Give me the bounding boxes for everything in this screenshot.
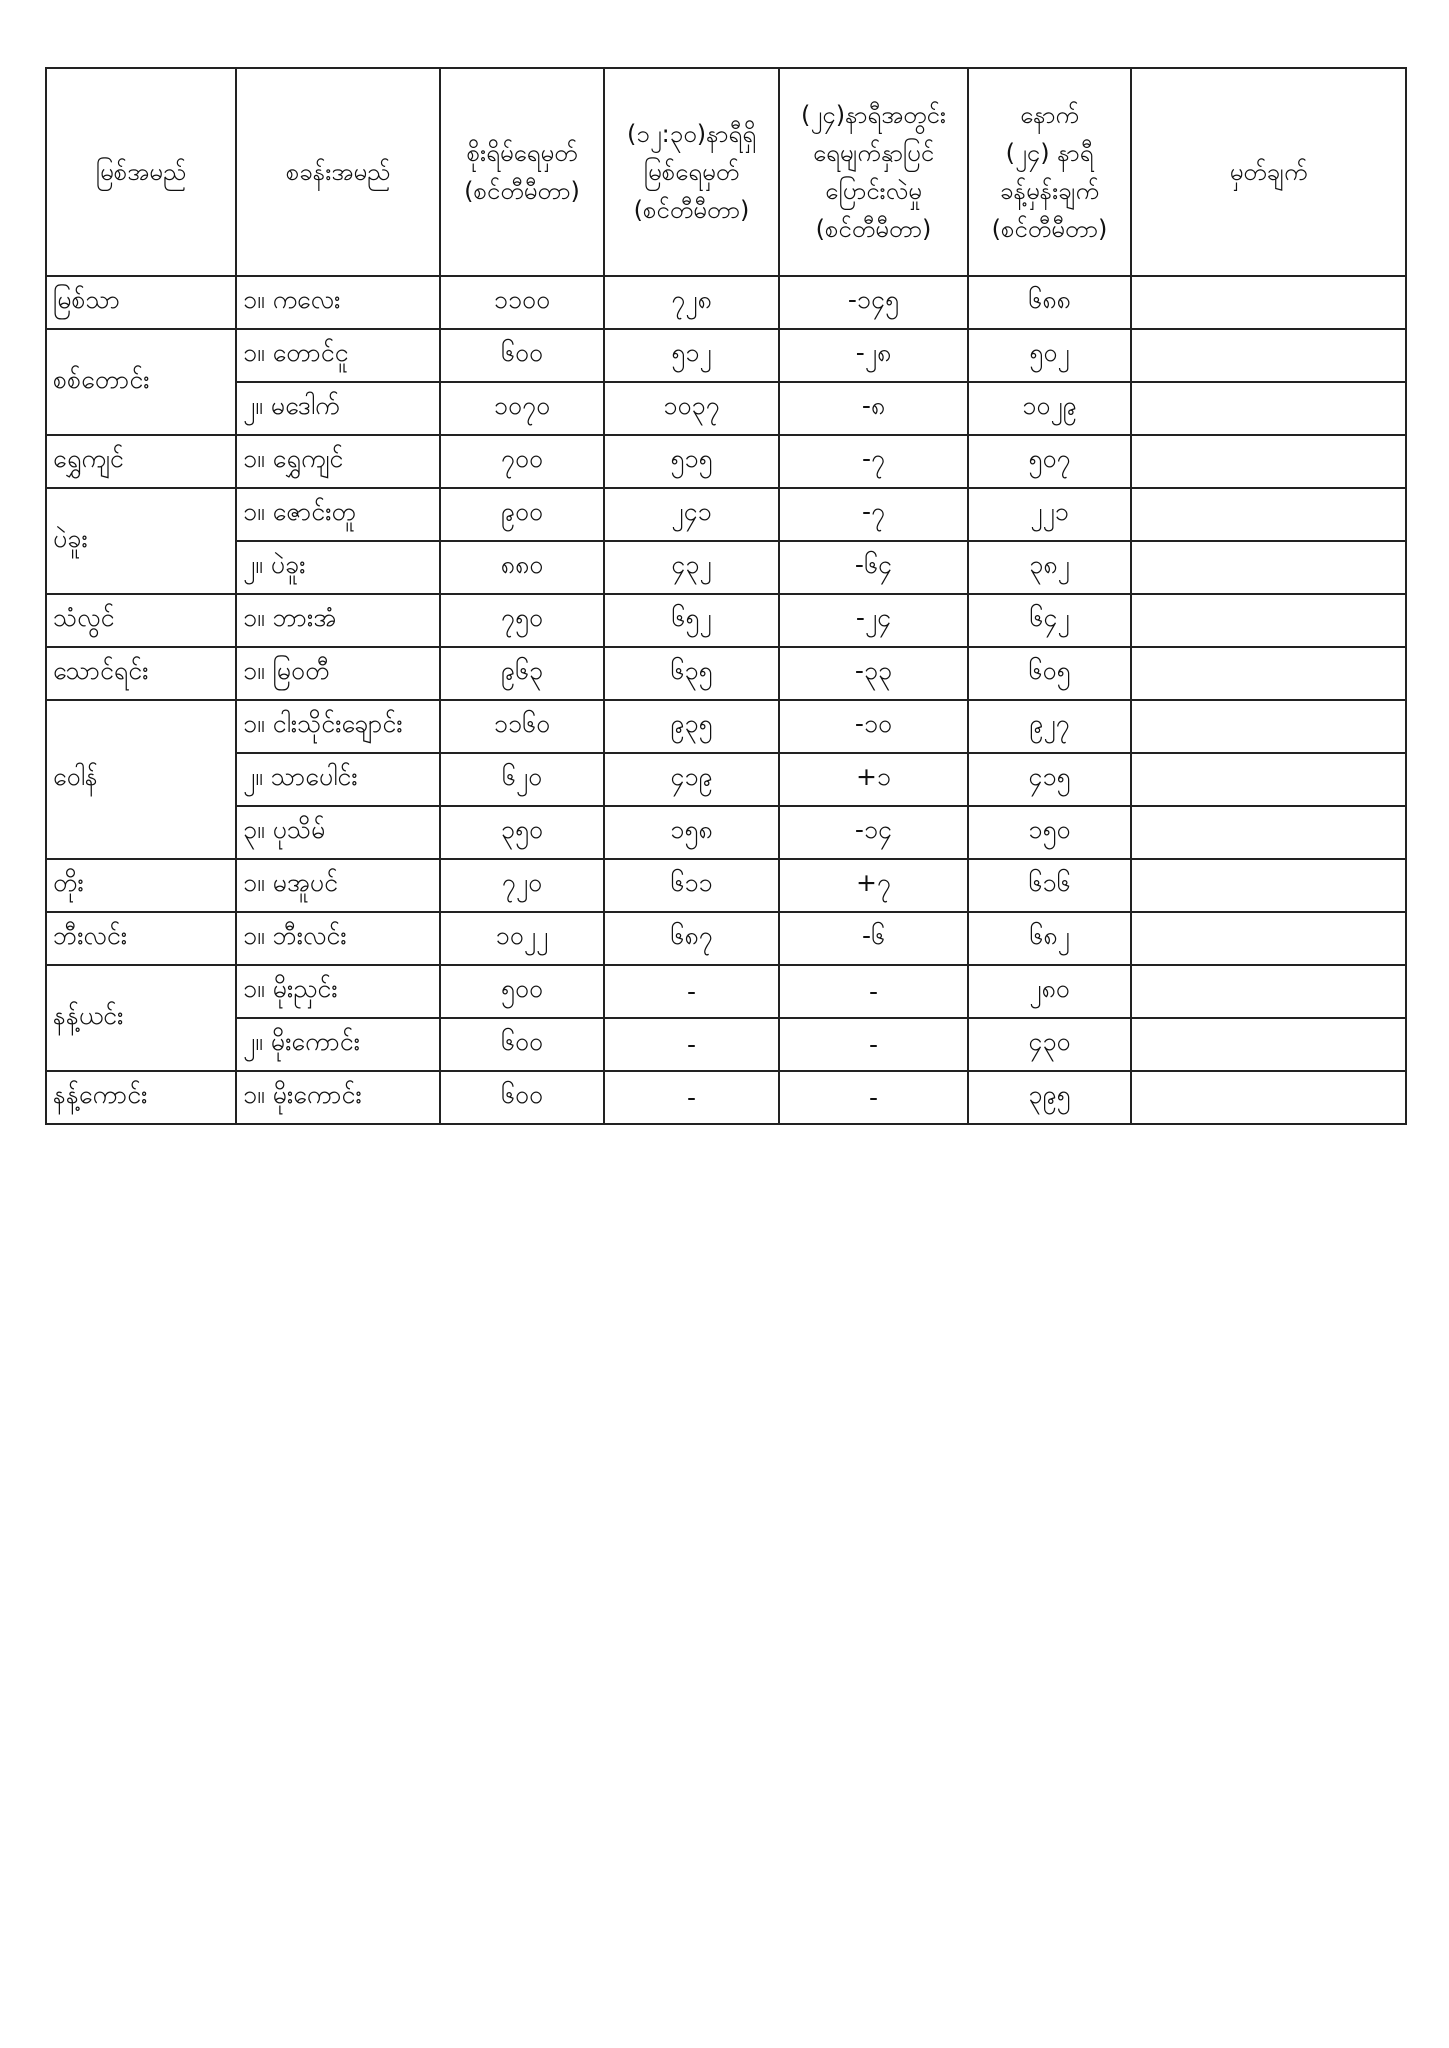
remark-cell — [1131, 753, 1406, 806]
river-cell: ပဲခူး — [46, 488, 236, 594]
danger-level-cell: ၁၀၇၀ — [440, 382, 604, 435]
danger-level-cell: ၆၂၀ — [440, 753, 604, 806]
remark-cell — [1131, 435, 1406, 488]
col-header-danger-level: စိုးရိမ်ရေမှတ် (စင်တီမီတာ) — [440, 68, 604, 276]
danger-level-cell: ၁၀၂၂ — [440, 912, 604, 965]
table-row — [46, 276, 1406, 329]
forecast-cell: ၆၈၈ — [968, 276, 1131, 329]
remark-cell — [1131, 488, 1406, 541]
remark-cell — [1131, 859, 1406, 912]
table-row — [46, 1071, 1406, 1124]
station-cell: ၁။ တောင်ငူ — [236, 329, 440, 382]
danger-level-cell: ၆၀၀ — [440, 329, 604, 382]
forecast-cell: ၆၄၂ — [968, 594, 1131, 647]
forecast-cell: ၄၁၅ — [968, 753, 1131, 806]
station-cell: ၂။ မဒေါက် — [236, 382, 440, 435]
current-level-cell: ၇၂၈ — [604, 276, 779, 329]
station-cell: ၃။ ပုသိမ် — [236, 806, 440, 859]
change-cell: -၂၄ — [779, 594, 968, 647]
danger-level-cell: ၆၀၀ — [440, 1071, 604, 1124]
table-row — [46, 329, 1406, 382]
change-cell: -၈ — [779, 382, 968, 435]
change-cell: -၁၄၅ — [779, 276, 968, 329]
col-header-current-level: (၁၂:၃၀)နာရီရှိ မြစ်ရေမှတ် (စင်တီမီတာ) — [604, 68, 779, 276]
remark-cell — [1131, 647, 1406, 700]
table-row — [46, 753, 1406, 806]
change-cell: -၆၄ — [779, 541, 968, 594]
station-cell: ၁။ မအူပင် — [236, 859, 440, 912]
current-level-cell: ၁၀၃၇ — [604, 382, 779, 435]
current-level-cell: - — [604, 965, 779, 1018]
river-cell: တိုး — [46, 859, 236, 912]
station-cell: ၁။ မြဝတီ — [236, 647, 440, 700]
remark-cell — [1131, 806, 1406, 859]
danger-level-cell: ၇၂၀ — [440, 859, 604, 912]
change-cell: -၃၃ — [779, 647, 968, 700]
river-cell: စစ်တောင်း — [46, 329, 236, 435]
forecast-cell: ၂၈၀ — [968, 965, 1131, 1018]
table-row — [46, 1018, 1406, 1071]
table-row — [46, 541, 1406, 594]
station-cell: ၁။ ဇောင်းတူ — [236, 488, 440, 541]
remark-cell — [1131, 965, 1406, 1018]
change-cell: -၁၄ — [779, 806, 968, 859]
forecast-cell: ၃၉၅ — [968, 1071, 1131, 1124]
river-cell: မြစ်သာ — [46, 276, 236, 329]
header-row — [46, 68, 1406, 276]
remark-cell — [1131, 1071, 1406, 1124]
remark-cell — [1131, 276, 1406, 329]
river-cell: နန့်ယင်း — [46, 965, 236, 1071]
danger-level-cell: ၇၀၀ — [440, 435, 604, 488]
station-cell: ၁။ ငါးသိုင်းချောင်း — [236, 700, 440, 753]
forecast-cell: ၄၃၀ — [968, 1018, 1131, 1071]
forecast-cell: ၉၂၇ — [968, 700, 1131, 753]
forecast-cell: ၂၂၁ — [968, 488, 1131, 541]
col-header-change: (၂၄)နာရီအတွင်း ရေမျက်နှာပြင် ပြောင်းလဲမှု (စင်တီမီတာ) — [779, 68, 968, 276]
forecast-cell: ၆၁၆ — [968, 859, 1131, 912]
river-cell: သံလွင် — [46, 594, 236, 647]
current-level-cell: ၂၄၁ — [604, 488, 779, 541]
table-row — [46, 382, 1406, 435]
danger-level-cell: ၉၆၃ — [440, 647, 604, 700]
danger-level-cell: ၆၀၀ — [440, 1018, 604, 1071]
table-row — [46, 700, 1406, 753]
station-cell: ၁။ ဘီးလင်း — [236, 912, 440, 965]
current-level-cell: ၆၃၅ — [604, 647, 779, 700]
current-level-cell: ၆၅၂ — [604, 594, 779, 647]
table-row — [46, 488, 1406, 541]
danger-level-cell: ၇၅၀ — [440, 594, 604, 647]
river-cell: နန့်ကောင်း — [46, 1071, 236, 1124]
danger-level-cell: ၈၈၀ — [440, 541, 604, 594]
table-row — [46, 647, 1406, 700]
current-level-cell: - — [604, 1018, 779, 1071]
table-row — [46, 965, 1406, 1018]
remark-cell — [1131, 329, 1406, 382]
station-cell: ၁။ ဘားအံ — [236, 594, 440, 647]
forecast-cell: ၆၀၅ — [968, 647, 1131, 700]
col-header-remark: မှတ်ချက် — [1131, 68, 1406, 276]
river-cell: ဝေါန် — [46, 700, 236, 859]
change-cell: -၂၈ — [779, 329, 968, 382]
current-level-cell: ၉၃၅ — [604, 700, 779, 753]
forecast-cell: ၃၈၂ — [968, 541, 1131, 594]
change-cell: -၇ — [779, 488, 968, 541]
station-cell: ၁။ မိုးကောင်း — [236, 1071, 440, 1124]
station-cell: ၂။ သာပေါင်း — [236, 753, 440, 806]
river-cell: ဘီးလင်း — [46, 912, 236, 965]
river-cell: ရွှေကျင် — [46, 435, 236, 488]
current-level-cell: ၅၁၅ — [604, 435, 779, 488]
change-cell: +၁ — [779, 753, 968, 806]
change-cell: - — [779, 1018, 968, 1071]
current-level-cell: ၄၃၂ — [604, 541, 779, 594]
river-cell: သောင်ရင်း — [46, 647, 236, 700]
current-level-cell: ၆၁၁ — [604, 859, 779, 912]
forecast-cell: ၆၈၂ — [968, 912, 1131, 965]
station-cell: ၂။ ပဲခူး — [236, 541, 440, 594]
table-row — [46, 859, 1406, 912]
table-row — [46, 435, 1406, 488]
remark-cell — [1131, 912, 1406, 965]
change-cell: -၆ — [779, 912, 968, 965]
current-level-cell: - — [604, 1071, 779, 1124]
remark-cell — [1131, 700, 1406, 753]
danger-level-cell: ၁၁၀၀ — [440, 276, 604, 329]
remark-cell — [1131, 1018, 1406, 1071]
current-level-cell: ၆၈၇ — [604, 912, 779, 965]
table-row — [46, 594, 1406, 647]
station-cell: ၁။ ရွှေကျင် — [236, 435, 440, 488]
current-level-cell: ၅၁၂ — [604, 329, 779, 382]
water-level-table — [45, 67, 1407, 1125]
station-cell: ၁။ မိုးညှင်း — [236, 965, 440, 1018]
forecast-cell: ၁၅၀ — [968, 806, 1131, 859]
current-level-cell: ၁၅၈ — [604, 806, 779, 859]
forecast-cell: ၁၀၂၉ — [968, 382, 1131, 435]
current-level-cell: ၄၁၉ — [604, 753, 779, 806]
change-cell: +၇ — [779, 859, 968, 912]
change-cell: -၁၀ — [779, 700, 968, 753]
danger-level-cell: ၃၅၀ — [440, 806, 604, 859]
forecast-cell: ၅၀၇ — [968, 435, 1131, 488]
danger-level-cell: ၉၀၀ — [440, 488, 604, 541]
table-row — [46, 806, 1406, 859]
change-cell: - — [779, 965, 968, 1018]
remark-cell — [1131, 382, 1406, 435]
table-row — [46, 912, 1406, 965]
col-header-forecast: နောက် (၂၄) နာရီ ခန့်မှန်းချက် (စင်တီမီတာ) — [968, 68, 1131, 276]
change-cell: - — [779, 1071, 968, 1124]
table-body — [46, 276, 1406, 1124]
danger-level-cell: ၁၁၆၀ — [440, 700, 604, 753]
remark-cell — [1131, 594, 1406, 647]
change-cell: -၇ — [779, 435, 968, 488]
station-cell: ၁။ ကလေး — [236, 276, 440, 329]
forecast-cell: ၅၀၂ — [968, 329, 1131, 382]
station-cell: ၂။ မိုးကောင်း — [236, 1018, 440, 1071]
remark-cell — [1131, 541, 1406, 594]
col-header-station: စခန်းအမည် — [236, 68, 440, 276]
col-header-river: မြစ်အမည် — [46, 68, 236, 276]
danger-level-cell: ၅၀၀ — [440, 965, 604, 1018]
